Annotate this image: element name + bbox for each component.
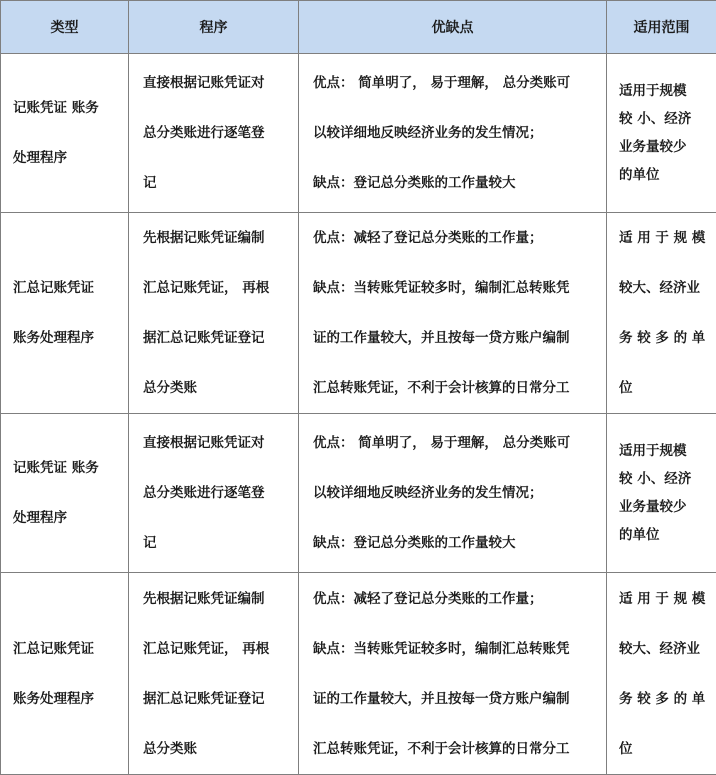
cell-scope	[607, 213, 716, 414]
cell-line: 据汇总记账凭证登记	[143, 690, 265, 707]
cell-line: 先根据记账凭证编制	[143, 590, 265, 607]
cell-line: 记账凭证 账务	[13, 460, 99, 476]
cell-line: 总分类账	[143, 380, 197, 396]
cell-line: 位	[619, 740, 633, 757]
cell-line: 适 用 于 规 模	[619, 230, 706, 246]
table-row	[1, 414, 716, 573]
cell-line: 汇总记账凭证	[13, 280, 94, 296]
cell-line: 汇总记账凭证	[13, 640, 94, 657]
cell-line: 务 较 多 的 单	[619, 330, 706, 346]
cell-line: 较 小、经济	[619, 471, 692, 487]
cell-type	[1, 573, 129, 775]
header-scope: 适用范围	[607, 1, 716, 54]
table-row	[1, 54, 716, 213]
cell-line: 证的工作量较大，并且按每一贷方账户编制	[313, 330, 570, 346]
cell-line: 适 用 于 规 模	[619, 590, 706, 607]
cell-line: 优点： 简单明了， 易于理解， 总分类账可	[313, 435, 571, 451]
cell-line: 适用于规模	[619, 83, 687, 99]
cell-pros-cons	[299, 213, 607, 414]
cell-line: 处理程序	[13, 510, 67, 526]
cell-line: 记账凭证 账务	[13, 100, 99, 116]
cell-line: 证的工作量较大，并且按每一贷方账户编制	[313, 690, 570, 707]
cell-line: 缺点：登记总分类账的工作量较大	[313, 175, 516, 191]
cell-pros-cons	[299, 414, 607, 573]
cell-line: 业务量较少	[619, 139, 687, 155]
cell-line: 以较详细地反映经济业务的发生情况；	[313, 485, 543, 501]
cell-scope	[607, 414, 716, 573]
cell-procedure	[129, 213, 299, 414]
cell-procedure	[129, 54, 299, 213]
cell-procedure	[129, 414, 299, 573]
cell-line: 总分类账进行逐笔登	[143, 125, 265, 141]
header-row	[1, 1, 716, 54]
cell-line: 以较详细地反映经济业务的发生情况；	[313, 125, 543, 141]
cell-type	[1, 414, 129, 573]
cell-type	[1, 213, 129, 414]
header-procedure: 程序	[129, 1, 299, 54]
table-row	[1, 573, 716, 775]
cell-line: 优点：减轻了登记总分类账的工作量；	[313, 230, 543, 246]
cell-line: 较 小、经济	[619, 111, 692, 127]
cell-line: 处理程序	[13, 150, 67, 166]
cell-line: 总分类账	[143, 740, 197, 757]
cell-line: 汇总转账凭证，不利于会计核算的日常分工	[313, 380, 570, 396]
cell-line: 业务量较少	[619, 499, 687, 515]
cell-scope	[607, 573, 716, 775]
cell-pros-cons	[299, 54, 607, 213]
cell-line: 汇总记账凭证， 再根	[143, 280, 270, 296]
cell-line: 缺点：登记总分类账的工作量较大	[313, 535, 516, 551]
cell-line: 的单位	[619, 527, 660, 543]
cell-line: 汇总记账凭证， 再根	[143, 640, 270, 657]
cell-line: 记	[143, 175, 157, 191]
cell-pros-cons	[299, 573, 607, 775]
cell-scope	[607, 54, 716, 213]
cell-line: 总分类账进行逐笔登	[143, 485, 265, 501]
table-row	[1, 213, 716, 414]
cell-line: 账务处理程序	[13, 330, 94, 346]
cell-line: 先根据记账凭证编制	[143, 230, 265, 246]
cell-procedure	[129, 573, 299, 775]
cell-line: 务 较 多 的 单	[619, 690, 706, 707]
cell-line: 位	[619, 380, 633, 396]
cell-type	[1, 54, 129, 213]
cell-line: 汇总转账凭证，不利于会计核算的日常分工	[313, 740, 570, 757]
cell-line: 较大、经济业	[619, 640, 700, 657]
header-pros-cons: 优缺点	[299, 1, 607, 54]
cell-line: 缺点：当转账凭证较多时，编制汇总转账凭	[313, 280, 570, 296]
cell-line: 优点：减轻了登记总分类账的工作量；	[313, 590, 543, 607]
cell-line: 直接根据记账凭证对	[143, 435, 265, 451]
cell-line: 账务处理程序	[13, 690, 94, 707]
cell-line: 据汇总记账凭证登记	[143, 330, 265, 346]
cell-line: 的单位	[619, 167, 660, 183]
cell-line: 优点： 简单明了， 易于理解， 总分类账可	[313, 75, 571, 91]
cell-line: 缺点：当转账凭证较多时，编制汇总转账凭	[313, 640, 570, 657]
cell-line: 记	[143, 535, 157, 551]
header-type: 类型	[1, 1, 129, 54]
cell-line: 直接根据记账凭证对	[143, 75, 265, 91]
cell-line: 适用于规模	[619, 443, 687, 459]
cell-line: 较大、经济业	[619, 280, 700, 296]
